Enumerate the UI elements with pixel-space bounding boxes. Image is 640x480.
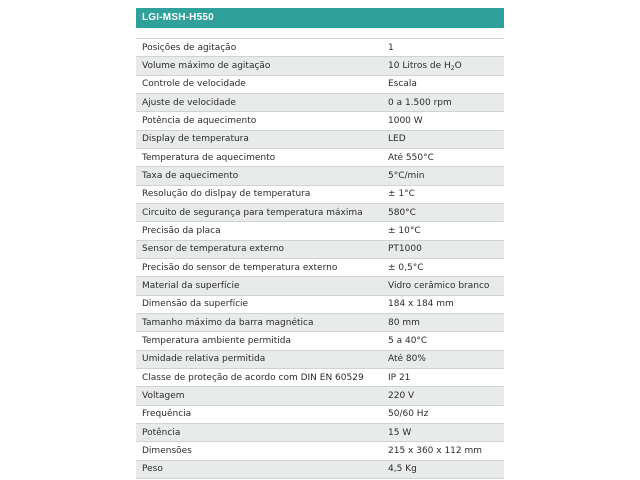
spec-row <box>136 75 504 93</box>
spec-value: IP 21 <box>380 368 504 386</box>
spec-label: Voltagem <box>136 387 380 405</box>
spec-value-text: 10 Litros de H <box>388 60 451 71</box>
spec-value: ± 10°C <box>380 222 504 240</box>
spec-value-subscript: 2 <box>450 64 455 72</box>
spec-row <box>136 93 504 111</box>
spec-label: Display de temperatura <box>136 130 380 148</box>
spec-row <box>136 39 504 57</box>
spec-label: Resolução do dislpay de temperatura <box>136 185 380 203</box>
spec-row <box>136 258 504 276</box>
spec-label: Volume máximo de agitação <box>136 57 380 75</box>
spec-value: 1 <box>380 39 504 57</box>
spec-value: 80 mm <box>380 313 504 331</box>
spec-value-suffix: O <box>454 60 462 71</box>
spec-row <box>136 185 504 203</box>
spec-label: Peso <box>136 460 380 478</box>
spec-row <box>136 130 504 148</box>
spec-value: Até 550°C <box>380 148 504 166</box>
spec-row <box>136 350 504 368</box>
spec-row <box>136 442 504 460</box>
spec-label: Temperatura de aquecimento <box>136 148 380 166</box>
spec-row <box>136 57 504 75</box>
spec-row <box>136 240 504 258</box>
spec-value: 4,5 Kg <box>380 460 504 478</box>
spec-row <box>136 112 504 130</box>
spec-label: Precisão do sensor de temperatura externo <box>136 258 380 276</box>
spec-row <box>136 148 504 166</box>
spec-label: Circuito de segurança para temperatura máxima <box>136 203 380 221</box>
spec-header-bar <box>136 8 504 28</box>
spec-value: 220 V <box>380 387 504 405</box>
spec-value: 15 W <box>380 423 504 441</box>
spec-row <box>136 313 504 331</box>
spec-row <box>136 222 504 240</box>
spec-value: LED <box>380 130 504 148</box>
spec-value: 50/60 Hz <box>380 405 504 423</box>
spec-value: Escala <box>380 75 504 93</box>
spec-row <box>136 405 504 423</box>
spec-label: Precisão da placa <box>136 222 380 240</box>
spec-row <box>136 277 504 295</box>
spec-label: Controle de velocidade <box>136 75 380 93</box>
spec-label: Potência de aquecimento <box>136 112 380 130</box>
spec-value: ± 0,5°C <box>380 258 504 276</box>
spec-label: Temperatura ambiente permitida <box>136 332 380 350</box>
spec-value: 0 a 1.500 rpm <box>380 93 504 111</box>
spec-label: Sensor de temperatura externo <box>136 240 380 258</box>
spec-row <box>136 167 504 185</box>
spec-value: ± 1°C <box>380 185 504 203</box>
spec-label: Umidade relativa permitida <box>136 350 380 368</box>
spec-row <box>136 203 504 221</box>
spec-row <box>136 423 504 441</box>
spec-value <box>380 57 504 75</box>
spec-label: Potência <box>136 423 380 441</box>
spec-row <box>136 460 504 478</box>
spec-label: Classe de proteção de acordo com DIN EN 60529 <box>136 368 380 386</box>
spec-row <box>136 295 504 313</box>
spec-label: Dimensão da superfície <box>136 295 380 313</box>
spec-value: PT1000 <box>380 240 504 258</box>
spec-label: Ajuste de velocidade <box>136 93 380 111</box>
spec-table-body <box>136 39 504 479</box>
spec-label: Frequência <box>136 405 380 423</box>
spec-value: 1000 W <box>380 112 504 130</box>
spec-value: 215 x 360 x 112 mm <box>380 442 504 460</box>
spec-row <box>136 332 504 350</box>
spec-row <box>136 368 504 386</box>
spec-label: Posições de agitação <box>136 39 380 57</box>
spec-row <box>136 387 504 405</box>
spec-value: 580°C <box>380 203 504 221</box>
product-model-title: LGI-MSH-H550 <box>142 12 214 23</box>
spec-label: Tamanho máximo da barra magnética <box>136 313 380 331</box>
spec-value: 5°C/min <box>380 167 504 185</box>
spec-value: 5 a 40°C <box>380 332 504 350</box>
spec-value: Até 80% <box>380 350 504 368</box>
spec-value: 184 x 184 mm <box>380 295 504 313</box>
spec-value: Vidro cerâmico branco <box>380 277 504 295</box>
spec-label: Dimensões <box>136 442 380 460</box>
spec-table <box>136 38 504 479</box>
spec-label: Taxa de aquecimento <box>136 167 380 185</box>
spec-label: Material da superfície <box>136 277 380 295</box>
